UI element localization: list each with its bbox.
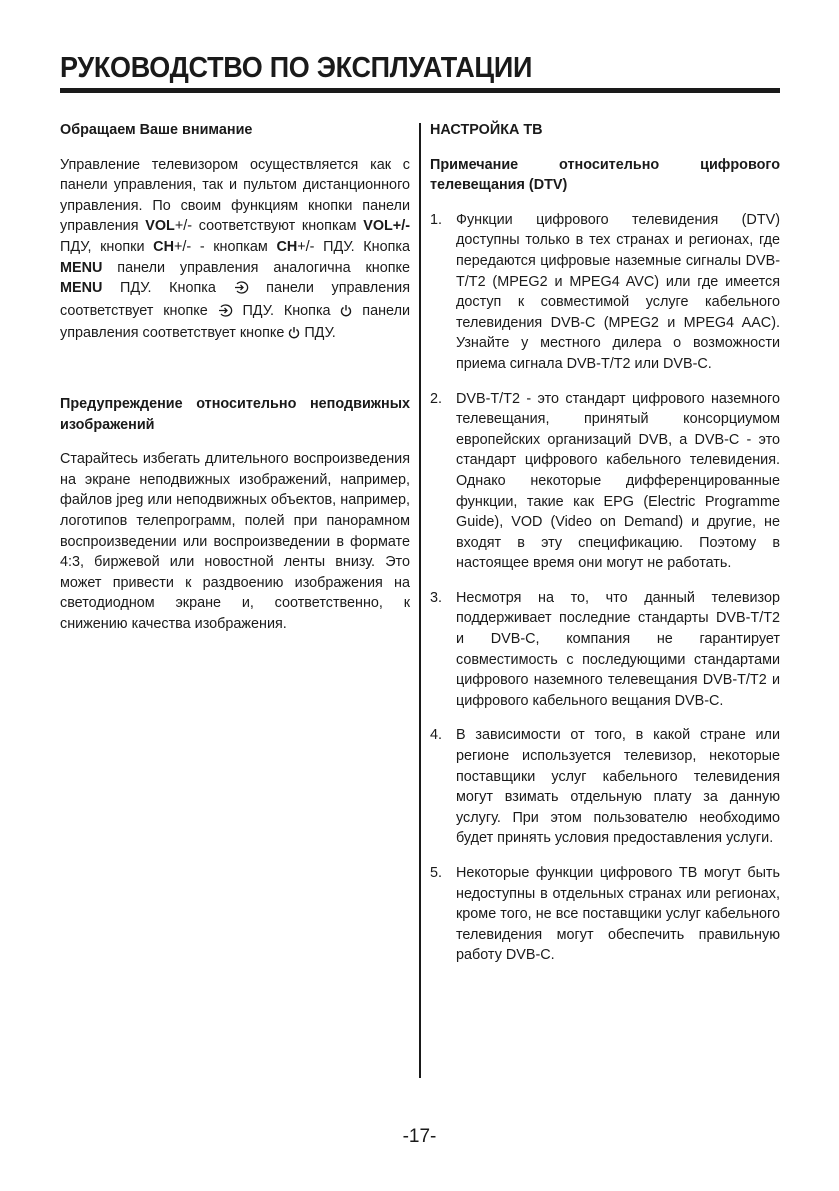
button-name: MENU [60, 259, 103, 276]
list-item-number: 2. [430, 390, 443, 407]
list-item-text: Несмотря на то, что данный телевизор поддерживает последние стандарты DVB-T/T2 и DVB-C, компания не гарантирует совместимость с последующими стандартами цифрового наземного телевещания DVB-T/T2 и цифрового кабельного вещания DVB-C. [456, 589, 780, 709]
section-title: НАСТРОЙКА ТВ [430, 122, 543, 138]
button-name: MENU [60, 280, 103, 297]
list-item-number: 5. [430, 865, 443, 881]
list-item [430, 210, 780, 375]
list-item-text: Некоторые функции цифрового ТВ могут быть недоступны в отдельных странах или регионах, кроме того, не все поставщики услуг кабельного телевидения могут обеспечить правильную работу DVB-C. [456, 865, 780, 964]
warning-paragraph: Старайтесь избегать длительного воспроизведения на экране неподвижных изображений, например, файлов jpeg или неподвижных объектов, например, логотипов телепрограмм, полей при панорамном воспроизведении или воспроизведении в формате 4:3, биржевой или новостной ленты внизу. Это может привести к раздвоению изображения на светодиодном экране и, соответственно, к снижению качества изображения. [60, 451, 410, 632]
list-item [430, 863, 780, 966]
list-item-number: 4. [430, 727, 443, 744]
right-column [430, 120, 780, 980]
dtv-note-heading: Примечание относительно цифрового телевещания (DTV) [430, 156, 780, 194]
text-segment: ПДУ. Кнопка [102, 280, 234, 297]
list-item-text: Функции цифрового телевидения (DTV) доступны только в тех странах и регионах, где передаются цифровые наземные сигналы DVB-T/T2 (MPEG2 и MPEG4 AVC) или где имеется доступ к совместимой услуге кабельного телевидения DVB-C (MPEG2 и MPEG4 AAC). Узнайте у местного дилера о возможности приема сигнала DVB-T/T2 или DVB-C. [456, 211, 780, 372]
text-segment: панели управления соответствует кнопке [60, 302, 411, 342]
text-segment: +/- [174, 218, 199, 235]
text-segment: +/- ПДУ. Кнопка [297, 238, 410, 255]
list-item [430, 389, 780, 574]
page-title: РУКОВОДСТВО ПО ЭКСПЛУАТАЦИИ [60, 52, 533, 84]
text-segment: Управление телевизором осуществляется как с панели управления, так и пультом дистанционного управления. По своим функциям кнопки панели управления [60, 156, 410, 235]
input-source-icon [234, 280, 249, 301]
title-underline [60, 88, 780, 93]
left-column [60, 120, 410, 634]
attention-heading: Обращаем Ваше внимание [60, 122, 253, 138]
dtv-note-list [430, 210, 780, 966]
input-source-icon [218, 303, 233, 324]
text-segment: соответствуют кнопкам [198, 218, 364, 235]
text-segment: панели управления соответствует кнопке [60, 280, 410, 319]
power-icon [288, 325, 300, 346]
button-name: CH [276, 238, 298, 255]
warning-heading: Предупреждение относительно неподвижных изображений [60, 395, 410, 433]
text-segment: ПДУ, кнопки [60, 238, 154, 255]
list-item-text: В зависимости от того, в какой стране или регионе используется телевизор, некоторые поставщики услуг кабельного телевидения могут взимать отдельную плату за данную услугу. При этом пользователю необходимо будет принять условия предоставления услуги. [456, 727, 780, 847]
column-divider [419, 123, 421, 1078]
text-segment: +/- - кнопкам [173, 238, 277, 255]
power-icon [340, 303, 352, 324]
text-segment: панели управления аналогична кнопке [102, 259, 410, 276]
attention-paragraph [60, 155, 410, 346]
text-segment: ПДУ. [300, 325, 336, 342]
button-name: CH [153, 238, 174, 255]
page-number: -17- [402, 1126, 437, 1147]
list-item [430, 588, 780, 712]
list-item-text: DVB-T/T2 - это стандарт цифрового наземного телевещания, принятый консорциумом европейских организаций DVB, а DVB-C - это стандарт цифрового кабельного телевидения. Однако некоторые дифференцированные функции, такие как EPG (Electric Programme Guide), VOD (Video on Demand) и другие, не входят в эту спецификацию. Поэтому в настоящее время они могут не работать. [456, 390, 780, 572]
button-name: VOL+/- [363, 218, 410, 235]
list-item-number: 1. [430, 211, 443, 228]
list-item [430, 725, 780, 849]
button-name: VOL [145, 218, 175, 235]
list-item-number: 3. [430, 589, 443, 606]
text-segment: ПДУ. Кнопка [232, 302, 341, 319]
